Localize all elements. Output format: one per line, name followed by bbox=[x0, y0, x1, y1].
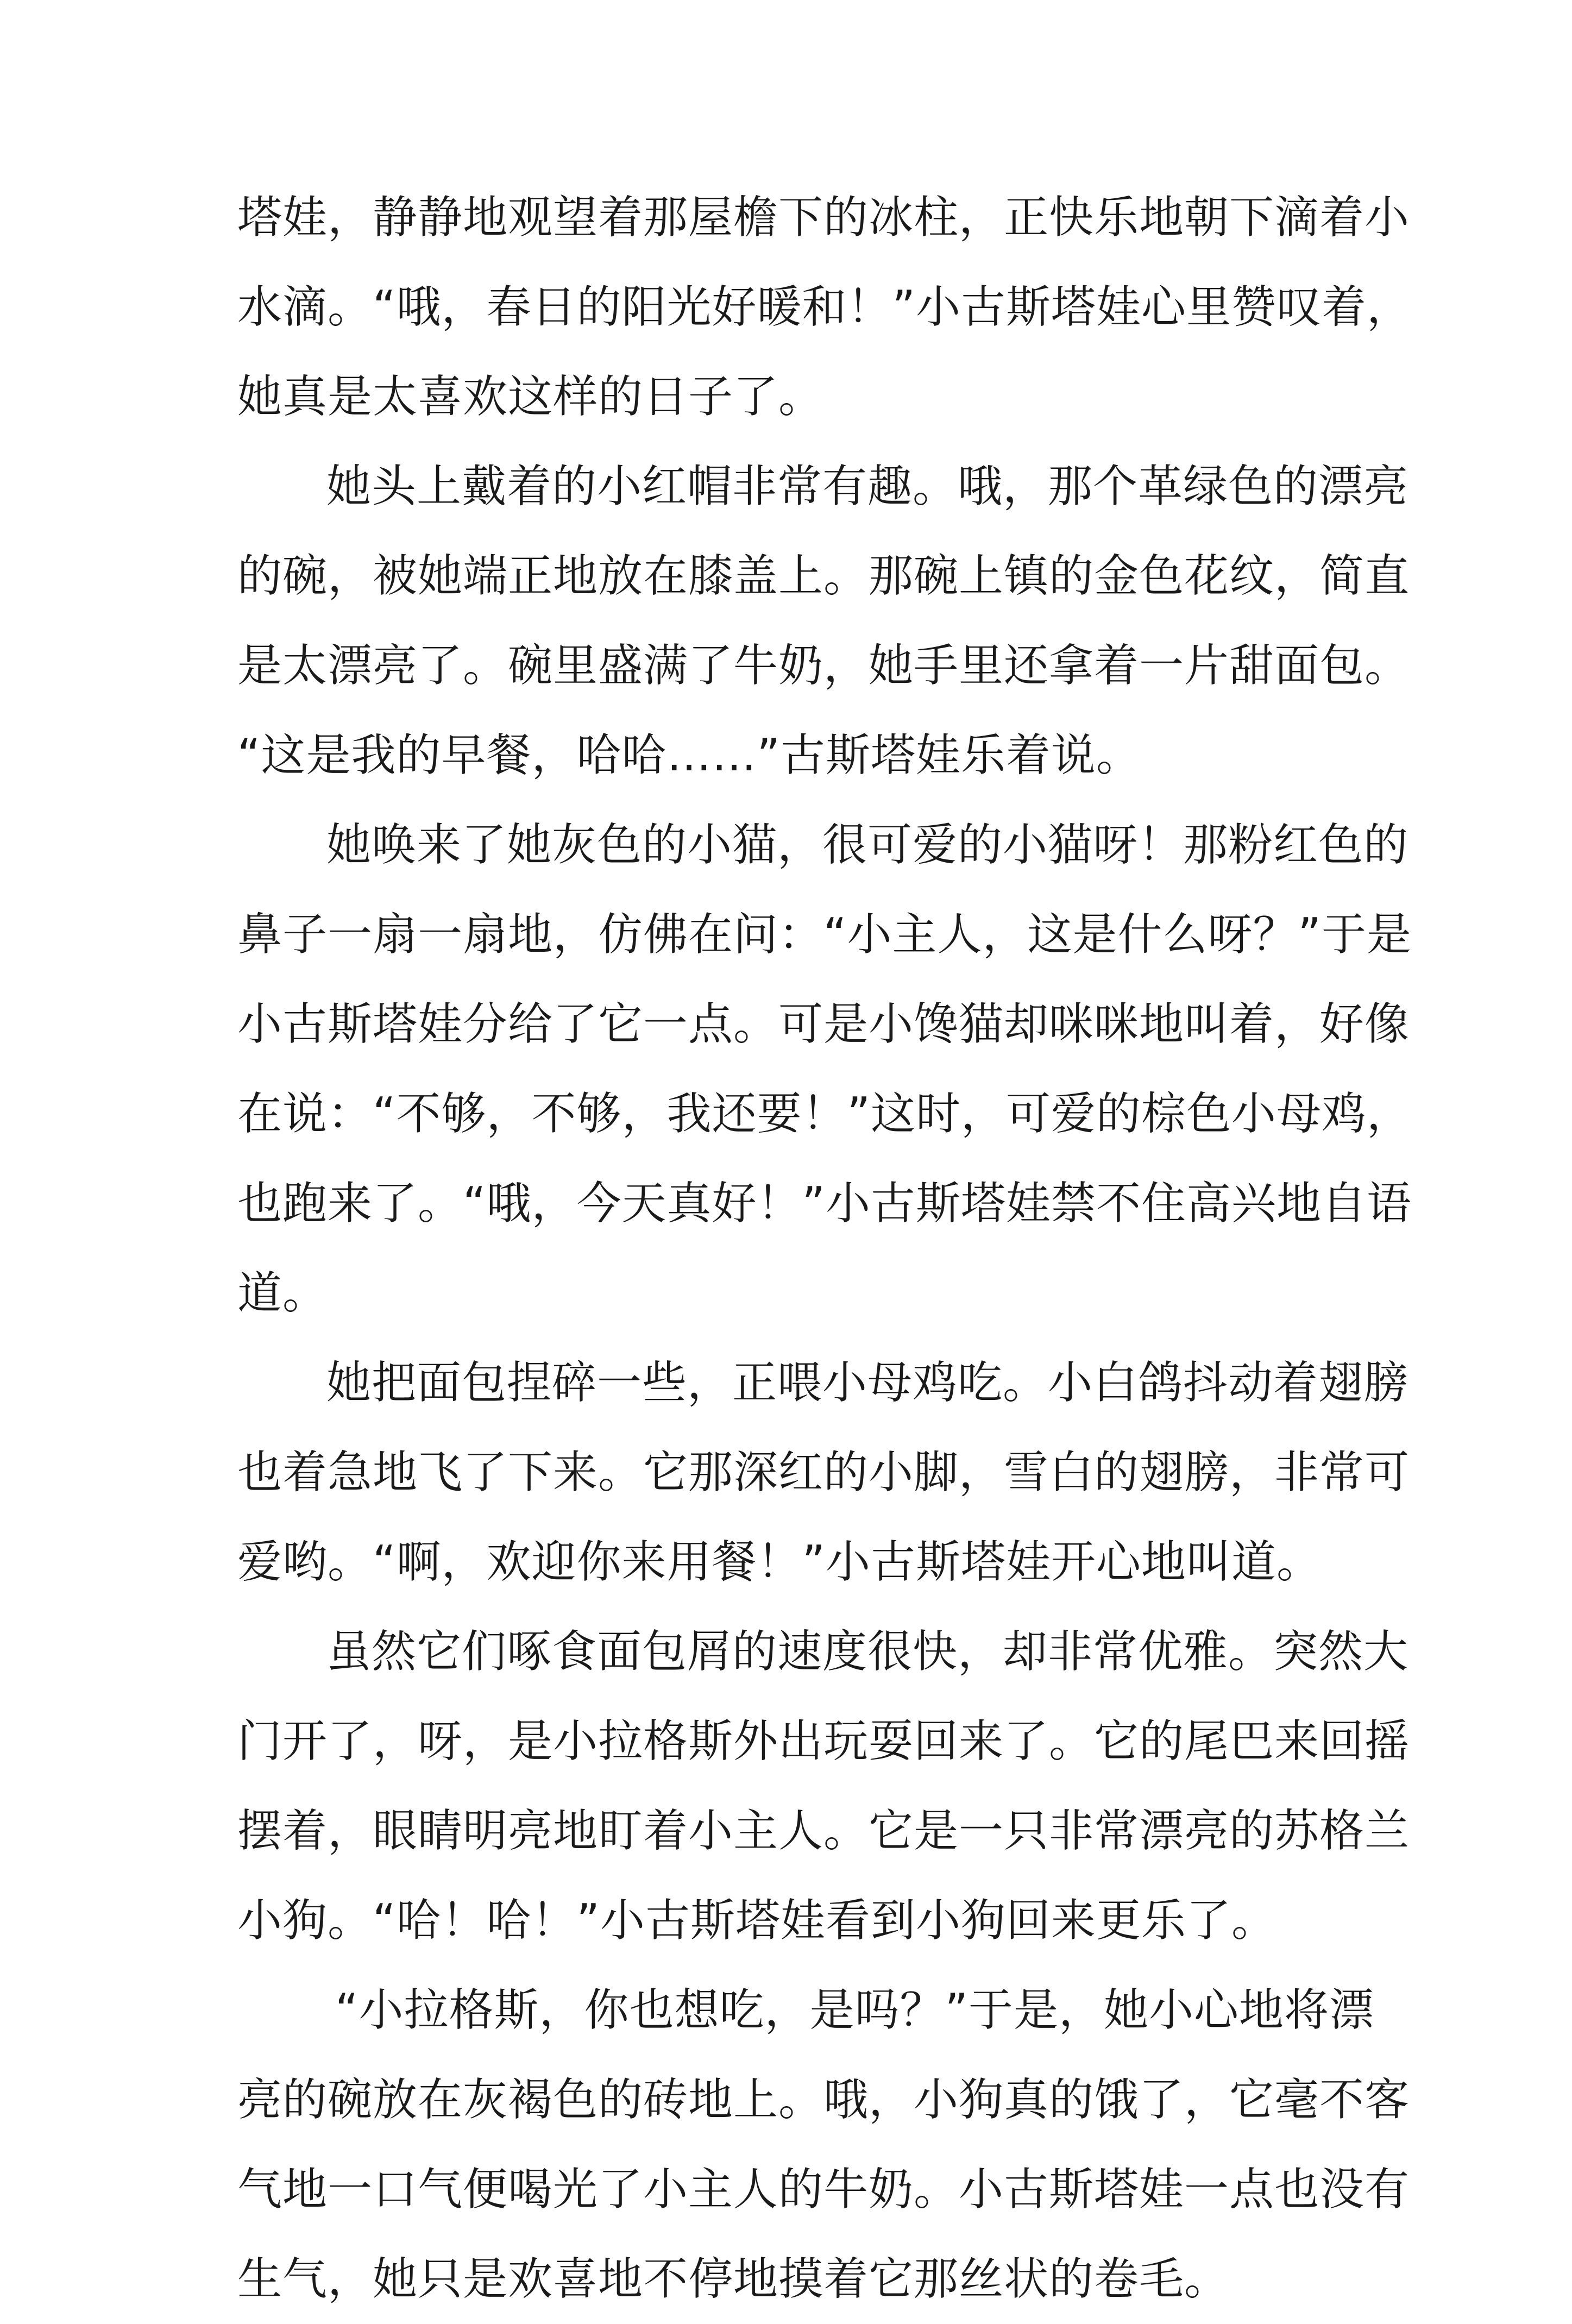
text-line: 她头上戴着的小红帽非常有趣。哦，那个革绿色的漂亮 bbox=[326, 461, 1409, 512]
text-line: “这是我的早餐，哈哈……”古斯塔娃乐着说。 bbox=[237, 730, 1141, 781]
paragraph-6 bbox=[237, 1965, 1410, 2324]
text-line: 在说：“不够，不够，我还要！”这时，可爱的棕色小母鸡， bbox=[237, 1088, 1412, 1140]
paragraph-5 bbox=[237, 1607, 1410, 1965]
text-line: 她唤来了她灰色的小猫，很可爱的小猫呀！那粉红色的 bbox=[326, 819, 1409, 871]
text-line: 门开了，呀，是小拉格斯外出玩耍回来了。它的尾巴来回摇 bbox=[237, 1716, 1410, 1767]
text-line: 她把面包捏碎一些，正喂小母鸡吃。小白鸽抖动着翅膀 bbox=[326, 1357, 1409, 1409]
text-line: 摆着，眼睛明亮地盯着小主人。它是一只非常漂亮的苏格兰 bbox=[237, 1805, 1410, 1857]
text-line: 爱哟。“啊，欢迎你来用餐！”小古斯塔娃开心地叫道。 bbox=[237, 1536, 1322, 1588]
text-line: 亮的碗放在灰褐色的砖地上。哦，小狗真的饿了，它毫不客 bbox=[237, 2074, 1410, 2126]
text-line: 她真是太喜欢这样的日子了。 bbox=[237, 371, 824, 423]
paragraph-3 bbox=[237, 800, 1412, 1338]
text-line: 生气，她只是欢喜地不停地摸着它那丝状的卷毛。 bbox=[237, 2253, 1230, 2305]
text-line: 道。 bbox=[237, 1267, 328, 1319]
text-line: 小古斯塔娃分给了它一点。可是小馋猫却咪咪地叫着，好像 bbox=[237, 998, 1410, 1050]
text-line: 小狗。“哈！哈！”小古斯塔娃看到小狗回来更乐了。 bbox=[237, 1895, 1277, 1946]
paragraph-1 bbox=[237, 173, 1412, 442]
text-line: 也着急地飞了下来。它那深红的小脚，雪白的翅膀，非常可 bbox=[237, 1447, 1410, 1498]
text-line: 水滴。“哦，春日的阳光好暖和！”小古斯塔娃心里赞叹着， bbox=[237, 281, 1412, 333]
text-line: 塔娃，静静地观望着那屋檐下的冰柱，正快乐地朝下滴着小 bbox=[237, 192, 1410, 243]
story-text bbox=[237, 173, 1412, 2324]
text-line: “小拉格斯，你也想吃，是吗？”于是，她小心地将漂 bbox=[335, 1984, 1374, 2036]
text-line: 的碗，被她端正地放在膝盖上。那碗上镇的金色花纹，简直 bbox=[237, 550, 1410, 602]
text-line: 虽然它们啄食面包屑的速度很快，却非常优雅。突然大 bbox=[326, 1626, 1409, 1678]
text-line: 气地一口气便喝光了小主人的牛奶。小古斯塔娃一点也没有 bbox=[237, 2164, 1410, 2215]
text-line: 是太漂亮了。碗里盛满了牛奶，她手里还拿着一片甜面包。 bbox=[237, 640, 1410, 692]
paragraph-4 bbox=[237, 1338, 1410, 1607]
text-line: 也跑来了。“哦，今天真好！”小古斯塔娃禁不住高兴地自语 bbox=[237, 1178, 1412, 1229]
paragraph-2 bbox=[237, 442, 1410, 800]
text-line: 鼻子一扇一扇地，仿佛在问：“小主人，这是什么呀？”于是 bbox=[237, 909, 1412, 960]
